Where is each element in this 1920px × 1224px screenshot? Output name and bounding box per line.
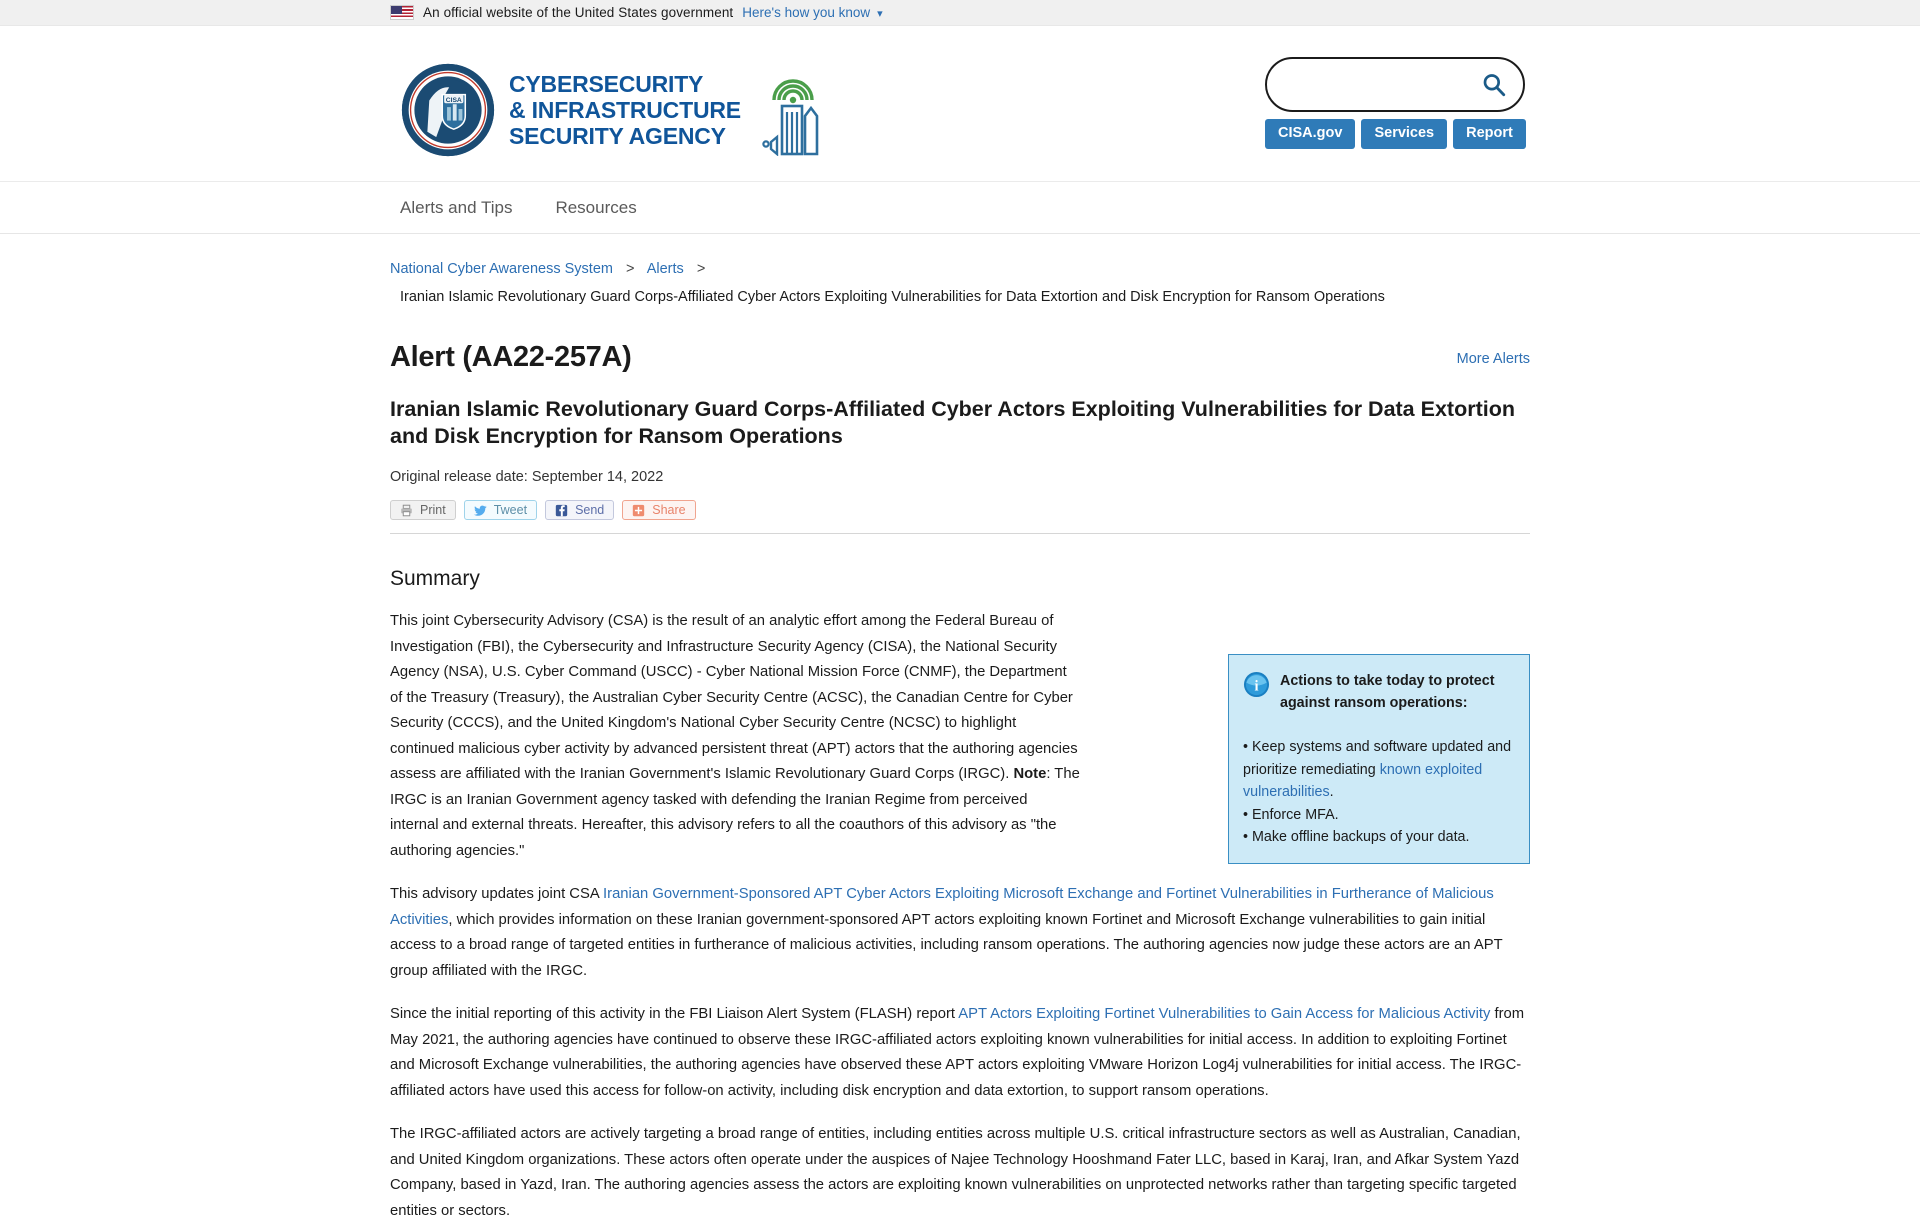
cisa-gov-button[interactable]: CISA.gov [1265, 119, 1355, 149]
flash-report-link[interactable]: APT Actors Exploiting Fortinet Vulnerabilities to Gain Access for Malicious Activity [958, 1006, 1491, 1022]
para1-note-label: Note [1013, 766, 1047, 782]
print-button[interactable] [390, 500, 456, 520]
para1-part-b: : The IRGC is an Iranian Government agency tasked with defending the Iranian Regime from perceived internal and external threats. Hereafter, this advisory refers to all the coauthors of this advisory as "the authoring agencies." [390, 766, 1080, 859]
services-button[interactable]: Services [1361, 119, 1447, 149]
gov-banner-text: An official website of the United States government [423, 5, 734, 20]
nav-item-alerts-and-tips[interactable]: Alerts and Tips [400, 197, 513, 217]
broadcast-buildings-icon [758, 64, 822, 156]
para3-part-a: Since the initial reporting of this activity in the FBI Liaison Alert System (FLASH) report [390, 1006, 959, 1022]
logo-line-3: SECURITY AGENCY [509, 123, 726, 149]
summary-paragraph-1 [390, 609, 1080, 864]
more-alerts-link[interactable]: More Alerts [1456, 351, 1530, 367]
para1-part-a: This joint Cybersecurity Advisory (CSA) is the result of an analytic effort among the Federal Bureau of Investigation (FBI), the Cybersecurity and Infrastructure Security Agency (CISA), the National Security Agency (NSA), U.S. Cyber Command (USCC) - Cyber National Mission Force (CNMF), the Department of the Treasury (Treasury), the Australian Cyber Security Centre (ACSC), the Canadian Centre for Cyber Security (CCCS), and the United Kingdom's National Cyber Security Centre (NCSC) to highlight continued malicious cyber activity by advanced persistent threat (APT) actors that the authoring agencies assess are affiliated with the Iranian Government's Islamic Revolutionary Guard Corps (IRGC). [390, 613, 1078, 782]
callout-title: Actions to take today to protect against ransom operations: [1280, 673, 1495, 711]
callout-item-2: • Enforce MFA. [1243, 806, 1339, 823]
printer-icon [400, 504, 413, 517]
callout-item-1-suffix: . [1329, 784, 1334, 800]
known-exploited-vulnerabilities-link[interactable]: known exploited vulnerabilities [1243, 761, 1483, 800]
main-content [0, 258, 1920, 1224]
svg-text:i: i [1254, 678, 1259, 695]
search-input[interactable] [1254, 59, 1481, 110]
info-circle-icon [1243, 671, 1270, 698]
logo-line-2: & INFRASTRUCTURE [509, 97, 741, 123]
facebook-f-icon [555, 504, 568, 517]
callout-list [1243, 736, 1515, 849]
header-buttons [1265, 119, 1525, 149]
nav-item-resources[interactable]: Resources [555, 197, 637, 217]
cisa-seal-icon [400, 62, 496, 158]
site-logo[interactable] [400, 62, 822, 158]
print-label: Print [420, 503, 446, 517]
alert-header-row [390, 341, 1530, 374]
how-you-know-label: Here's how you know [742, 5, 871, 20]
plus-square-icon [632, 504, 645, 517]
logo-line-1: CYBERSECURITY [509, 71, 704, 97]
summary-paragraph-4: The IRGC-affiliated actors are actively targeting a broad range of entities, including entities across multiple U.S. critical infrastructure sectors as well as Australian, Canadian, and United Kingdom organizations. These actors often operate under the auspices of Najee Technology Hooshmand Fater LLC, based in Karaj, Iran, and Afkar System Yazd Company, based in Yazd, Iran. The authoring agencies assess the actors are exploiting known vulnerabilities on unprotected networks rather than targeting specific targeted entities or sectors. [390, 1126, 1521, 1219]
summary-paragraph-3 [390, 1002, 1530, 1104]
joint-csa-link[interactable]: Iranian Government-Sponsored APT Cyber Actors Exploiting Microsoft Exchange and Fortinet Vulnerabilities in Furtherance of Malicious Activities [390, 886, 1494, 928]
para2-part-a: This advisory updates joint CSA [390, 886, 604, 902]
alert-title: Iranian Islamic Revolutionary Guard Corps-Affiliated Cyber Actors Exploiting Vulnerabilities for Data Extortion and Disk Encryption for Ransom Operations [390, 397, 1515, 448]
summary-body [390, 609, 1530, 1224]
how-you-know-link[interactable] [742, 5, 882, 20]
page-title: Alert (AA22-257A) [390, 341, 632, 373]
section-heading-summary: Summary [390, 567, 480, 590]
twitter-bird-icon [474, 504, 487, 517]
search-box[interactable] [1265, 57, 1525, 112]
site-header [0, 26, 1920, 181]
share-button[interactable] [622, 500, 695, 520]
para2-part-b: , which provides information on these Iranian government-sponsored APT actors exploiting known Fortinet and Microsoft Exchange vulnerabilities to gain initial access to a broad range of targeted entities in furtherance of malicious activities, including ransom operations. The authoring agencies now judge these actors are an APT group affiliated with the IRGC. [390, 911, 1503, 979]
primary-nav [0, 181, 1920, 234]
breadcrumb-separator-2: > [696, 261, 706, 277]
header-search-area [1265, 57, 1525, 149]
para3-part-b: from May 2021, the authoring agencies have continued to observe these IRGC-affiliated actors exploiting known vulnerabilities for initial access. In addition to exploiting Fortinet and Microsoft Exchange vulnerabilities, the authoring agencies have observed these APT actors exploiting VMware Horizon Log4j vulnerabilities for initial access. The IRGC-affiliated actors have used this access for follow-on activity, including disk encryption and data extortion, to support ransom operations. [390, 1006, 1525, 1099]
report-button[interactable]: Report [1453, 119, 1526, 149]
callout-item-1 [1243, 736, 1515, 804]
summary-paragraph-2 [390, 882, 1530, 984]
site-logo-text [509, 71, 741, 149]
tweet-button[interactable] [464, 500, 537, 520]
svg-text:CISA: CISA [445, 96, 462, 104]
callout-item-3: • Make offline backups of your data. [1243, 829, 1470, 845]
breadcrumb-item-ncas[interactable]: National Cyber Awareness System [390, 261, 613, 277]
gov-banner-inner [0, 5, 883, 20]
actions-callout [1228, 654, 1530, 864]
breadcrumb-separator: > [626, 261, 635, 277]
chevron-down-icon: ▾ [877, 8, 883, 20]
breadcrumb-current: Iranian Islamic Revolutionary Guard Corps-Affiliated Cyber Actors Exploiting Vulnerabilities for Data Extortion and Disk Encryption for Ransom Operations [400, 289, 1385, 305]
send-button[interactable] [545, 500, 614, 520]
tweet-label: Tweet [493, 503, 528, 517]
us-flag-icon [390, 5, 414, 20]
callout-item-1-text: • Keep systems and software updated and prioritize remediating [1243, 739, 1512, 778]
breadcrumb-item-alerts[interactable]: Alerts [646, 261, 684, 277]
search-icon[interactable] [1481, 72, 1507, 98]
gov-banner [0, 0, 1920, 26]
send-label: Send [575, 503, 605, 517]
share-label: Share [652, 503, 686, 517]
breadcrumb [390, 258, 1530, 308]
release-date: Original release date: September 14, 2022 [390, 469, 664, 485]
share-toolbar [390, 500, 1530, 534]
callout-header [1243, 670, 1515, 714]
